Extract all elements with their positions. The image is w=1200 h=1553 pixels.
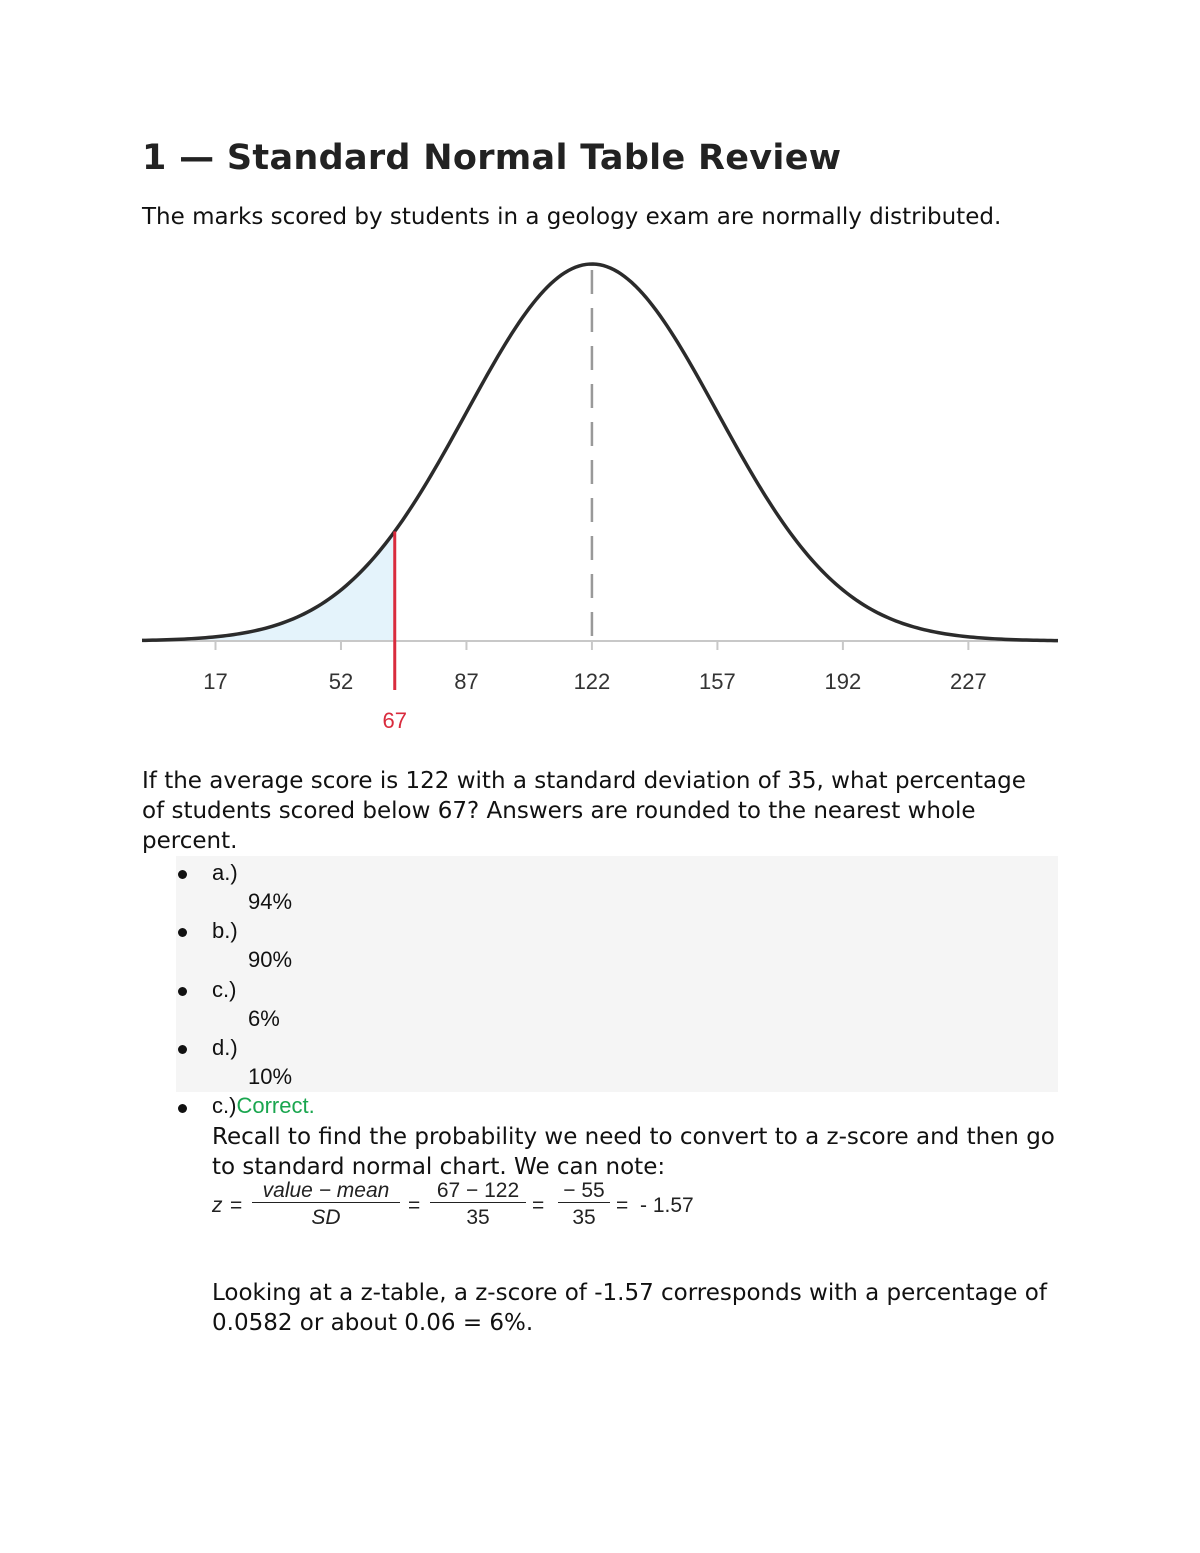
option-d[interactable] bbox=[176, 1031, 1058, 1089]
formula-z: z bbox=[212, 1194, 223, 1217]
option-letter: a.) bbox=[212, 860, 238, 885]
x-tick-label: 192 bbox=[824, 669, 862, 694]
fraction-numerator: value − mean bbox=[262, 1179, 390, 1202]
x-tick-label: 122 bbox=[573, 669, 611, 694]
bullet-icon bbox=[178, 1104, 187, 1113]
shaded-area-below-marker bbox=[142, 531, 395, 641]
option-letter: d.) bbox=[212, 1035, 238, 1060]
bullet-icon bbox=[178, 1045, 187, 1054]
intro-text: The marks scored by students in a geology exam are normally distributed. bbox=[142, 204, 1002, 230]
x-tick-label: 87 bbox=[454, 669, 479, 694]
fraction-numerator: − 55 bbox=[563, 1179, 605, 1202]
bullet-icon bbox=[178, 928, 187, 937]
option-value: 90% bbox=[248, 947, 293, 972]
normal-distribution-chart bbox=[0, 0, 1200, 760]
formula-equals: = bbox=[616, 1194, 629, 1217]
explanation-text: Recall to find the probability we need to convert to a z-score and then go to standard normal chart. We can note: bbox=[212, 1124, 1055, 1180]
formula-equals: = bbox=[230, 1194, 243, 1217]
x-tick-label: 157 bbox=[699, 669, 736, 694]
formula-result: - 1.57 bbox=[640, 1194, 694, 1217]
fraction-denominator: 35 bbox=[558, 1202, 610, 1229]
x-tick-label: 52 bbox=[328, 669, 354, 694]
fraction-denominator: SD bbox=[252, 1202, 400, 1229]
formula-equals: = bbox=[408, 1194, 421, 1217]
fraction-simplified bbox=[558, 1180, 610, 1229]
x-tick-label: 227 bbox=[950, 669, 987, 694]
bullet-icon bbox=[178, 987, 187, 996]
bell-curve bbox=[142, 264, 1058, 641]
option-a[interactable] bbox=[176, 856, 1058, 914]
option-c[interactable] bbox=[176, 973, 1058, 1031]
x-tick-label: 17 bbox=[203, 669, 228, 694]
conclusion-text: Looking at a z-table, a z-score of -1.57 corresponds with a percentage of 0.0582 or about 0.06 = 6%. bbox=[212, 1280, 1047, 1336]
option-letter: c.) bbox=[212, 977, 237, 1002]
question-text: If the average score is 122 with a standard deviation of 35, what percentage of students scored below 67? Answers are rounded to the nearest whole percent. bbox=[142, 768, 1026, 854]
x-axis-ticks bbox=[203, 641, 986, 694]
fraction-numerator: 67 − 122 bbox=[436, 1179, 520, 1202]
answer-options bbox=[176, 856, 1058, 1092]
answer-letter: c.) bbox=[212, 1093, 237, 1118]
fraction-definition bbox=[252, 1180, 400, 1229]
option-value: 6% bbox=[248, 1006, 280, 1031]
option-b[interactable] bbox=[176, 914, 1058, 972]
option-value: 94% bbox=[248, 889, 293, 914]
bullet-icon bbox=[178, 870, 187, 879]
formula-equals: = bbox=[532, 1194, 545, 1217]
option-value: 10% bbox=[248, 1064, 293, 1089]
option-letter: b.) bbox=[212, 918, 238, 943]
marker-label: 67 bbox=[382, 708, 407, 733]
page-title: 1 — Standard Normal Table Review bbox=[142, 138, 842, 178]
fraction-substituted bbox=[430, 1180, 526, 1229]
correct-status: Correct. bbox=[236, 1093, 315, 1118]
fraction-denominator: 35 bbox=[430, 1202, 526, 1229]
answer-header bbox=[212, 1092, 315, 1120]
